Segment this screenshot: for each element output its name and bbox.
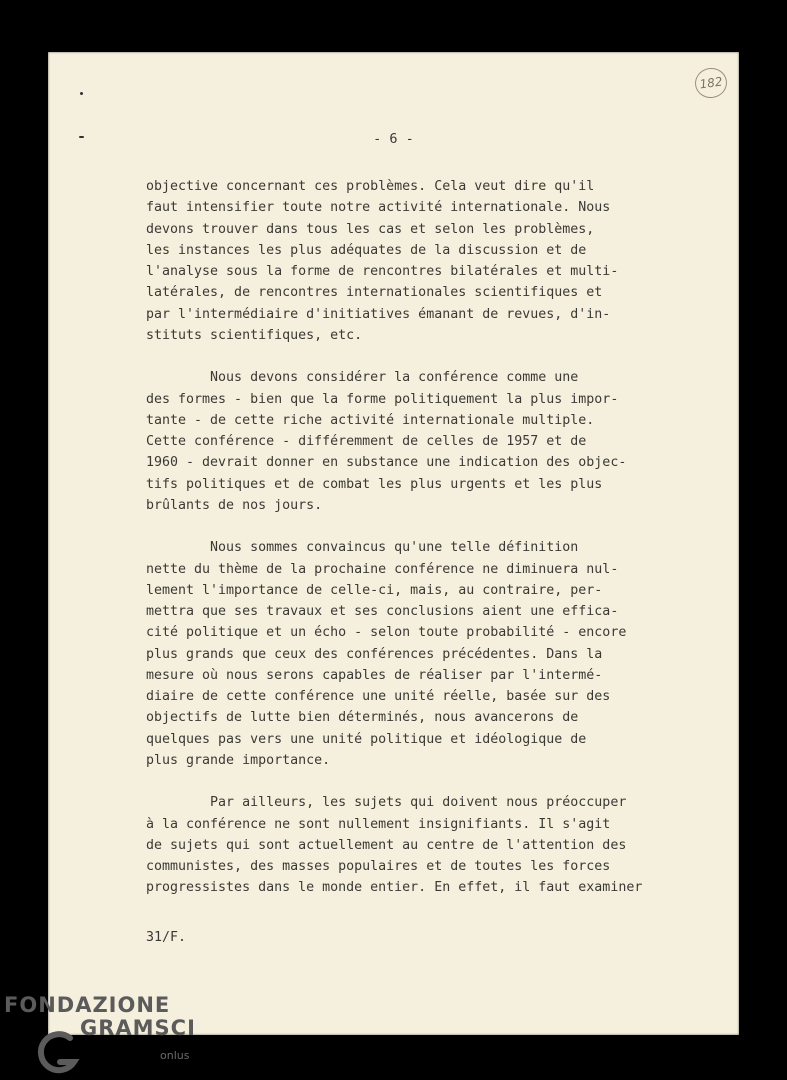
text-line: plus grande importance.: [146, 752, 331, 768]
page-number: - 6 -: [373, 131, 414, 147]
text-line: latérales, de rencontres internationales scientifiques et: [146, 285, 603, 301]
paragraph: [146, 537, 706, 771]
gramsci-g-icon: [30, 1030, 86, 1076]
text-line: par l'intermédiaire d'initiatives émanant de revues, d'in-: [146, 306, 611, 322]
text-line: Nous sommes convaincus qu'une telle définition: [146, 540, 579, 556]
text-line: 1960 - devrait donner en substance une indication des objec-: [146, 455, 627, 471]
text-line: les instances les plus adéquates de la discussion et de: [146, 242, 587, 258]
footer-reference: 31/F.: [146, 930, 187, 945]
punch-mark: [80, 92, 83, 95]
text-line: l'analyse sous la forme de rencontres bilatérales et multi-: [146, 264, 619, 279]
text-line: cité politique et un écho - selon toute probabilité - encore: [146, 625, 627, 641]
text-line: progressistes dans le monde entier. En effet, il faut examiner: [146, 880, 643, 896]
text-line: de sujets qui sont actuellement au centre de l'attention des: [146, 837, 627, 853]
watermark-suffix: onlus: [160, 1049, 190, 1062]
text-line: lement l'importance de celle-ci, mais, au contraire, per-: [146, 582, 603, 598]
text-line: plus grands que ceux des conférences précédentes. Dans la: [146, 646, 603, 662]
text-line: brûlants de nos jours.: [146, 497, 323, 513]
archive-number: 182: [698, 74, 724, 92]
text-line: quelques pas vers une unité politique et idéologique de: [146, 731, 587, 747]
text-line: objectifs de lutte bien déterminés, nous avancerons de: [146, 710, 579, 726]
archive-number-stamp: [693, 66, 729, 100]
text-line: communistes, des masses populaires et de toutes les forces: [146, 859, 611, 874]
watermark-line2: GRAMSCI: [80, 1016, 196, 1040]
text-line: devons trouver dans tous les cas et selon les problèmes,: [146, 221, 595, 237]
text-line: diaire de cette conférence une unité réelle, basée sur des: [146, 689, 611, 704]
text-line: tifs politiques et de combat les plus urgents et les plus: [146, 476, 603, 492]
text-line: stituts scientifiques, etc.: [146, 327, 363, 343]
text-line: tante - de cette riche activité internationale multiple.: [146, 412, 595, 428]
text-line: Nous devons considérer la conférence comme une: [146, 370, 579, 386]
paragraph: [146, 367, 706, 516]
text-line: à la conférence ne sont nullement insignifiants. Il s'agit: [146, 816, 611, 832]
paragraph: [146, 792, 706, 898]
watermark-line1: FONDAZIONE: [4, 993, 171, 1017]
text-line: Cette conférence - différemment de celles de 1957 et de: [146, 434, 587, 449]
text-line: faut intensifier toute notre activité internationale. Nous: [146, 200, 611, 216]
text-line: mettra que ses travaux et ses conclusions aient une effica-: [146, 604, 619, 619]
text-line: Par ailleurs, les sujets qui doivent nous préoccuper: [146, 795, 627, 811]
text-line: mesure où nous serons capables de réaliser par l'intermé-: [146, 667, 603, 683]
text-line: objective concernant ces problèmes. Cela veut dire qu'il: [146, 179, 595, 194]
document-body: [146, 176, 706, 920]
text-line: nette du thème de la prochaine conférence ne diminuera nul-: [146, 561, 619, 577]
text-line: des formes - bien que la forme politiquement la plus impor-: [146, 391, 619, 407]
paragraph: [146, 176, 706, 346]
